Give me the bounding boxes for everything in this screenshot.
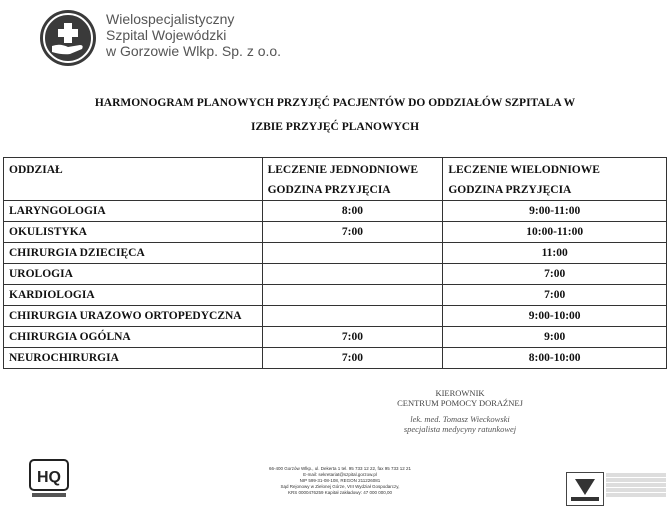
table-row bbox=[4, 243, 667, 264]
multi-day-time: 9:00-11:00 bbox=[443, 201, 667, 222]
footer-line: E-mail: sekretariat@szpital.gorzow.pl bbox=[303, 472, 377, 477]
stamp-line: KIEROWNIK bbox=[435, 388, 485, 398]
multi-day-time: 7:00 bbox=[443, 264, 667, 285]
header-multi-day: LECZENIE WIELODNIOWE GODZINA PRZYJĘCIA bbox=[443, 158, 667, 201]
department-cell: UROLOGIA bbox=[4, 264, 263, 285]
table-row bbox=[4, 348, 667, 369]
stamp-line: lek. med. Tomasz Wieckowski bbox=[410, 414, 510, 424]
tuv-certification-icon bbox=[566, 472, 604, 506]
footer-address bbox=[240, 466, 440, 496]
header-department: ODDZIAŁ bbox=[4, 158, 263, 201]
multi-day-time: 10:00-11:00 bbox=[443, 222, 667, 243]
table-header-row bbox=[4, 158, 667, 201]
one-day-time: 7:00 bbox=[262, 222, 443, 243]
stamp-line: CENTRUM POMOCY DORAŹNEJ bbox=[397, 398, 523, 408]
footer-line: 66-400 Gorzów Wlkp., ul. Dekerta 1 tel. 95 733 12 22, fax 95 733 12 21 bbox=[268, 466, 412, 471]
department-cell: CHIRURGIA URAZOWO ORTOPEDYCZNA bbox=[4, 306, 263, 327]
header-one-day: LECZENIE JEDNODNIOWE GODZINA PRZYJĘCIA bbox=[262, 158, 443, 201]
footer-line: KRS 0000476259 Kapitał zakładowy: 47 000 000,00 bbox=[287, 490, 393, 495]
table-row bbox=[4, 264, 667, 285]
multi-day-time: 8:00-10:00 bbox=[443, 348, 667, 369]
table-row bbox=[4, 285, 667, 306]
multi-day-time: 9:00-10:00 bbox=[443, 306, 667, 327]
signature-stamp bbox=[380, 388, 540, 434]
one-day-time bbox=[262, 243, 443, 264]
org-line: w Gorzowie Wlkp. Sp. z o.o. bbox=[106, 43, 282, 59]
footer-line: NIP 599-31-08-108, REGON 211226081 bbox=[299, 478, 381, 483]
svg-text:HQ: HQ bbox=[37, 469, 61, 486]
one-day-time bbox=[262, 264, 443, 285]
document-subtitle: IZBIE PRZYJĘĆ PLANOWYCH bbox=[250, 121, 420, 133]
table-row bbox=[4, 201, 667, 222]
admission-schedule-table bbox=[3, 157, 667, 369]
org-line: Szpital Wojewódzki bbox=[106, 27, 227, 43]
department-cell: LARYNGOLOGIA bbox=[4, 201, 263, 222]
org-line: Wielospecjalistyczny bbox=[106, 11, 235, 27]
multi-day-time: 7:00 bbox=[443, 285, 667, 306]
one-day-time: 8:00 bbox=[262, 201, 443, 222]
department-cell: CHIRURGIA OGÓLNA bbox=[4, 327, 263, 348]
certification-text-block bbox=[606, 472, 666, 498]
multi-day-time: 11:00 bbox=[443, 243, 667, 264]
one-day-time: 7:00 bbox=[262, 348, 443, 369]
one-day-time bbox=[262, 306, 443, 327]
hospital-logo bbox=[40, 10, 96, 66]
department-cell: OKULISTYKA bbox=[4, 222, 263, 243]
one-day-time bbox=[262, 285, 443, 306]
table-row bbox=[4, 306, 667, 327]
one-day-time: 7:00 bbox=[262, 327, 443, 348]
department-cell: KARDIOLOGIA bbox=[4, 285, 263, 306]
table-row bbox=[4, 222, 667, 243]
multi-day-time: 9:00 bbox=[443, 327, 667, 348]
organization-name bbox=[106, 11, 281, 59]
department-cell: CHIRURGIA DZIECIĘCA bbox=[4, 243, 263, 264]
table-row bbox=[4, 327, 667, 348]
department-cell: NEUROCHIRURGIA bbox=[4, 348, 263, 369]
footer-line: Sąd Rejonowy w Zielonej Górze, VIII Wydział Gospodarczy, bbox=[280, 484, 400, 489]
quality-certificate-logo bbox=[28, 458, 70, 500]
document-title: HARMONOGRAM PLANOWYCH PRZYJĘĆ PACJENTÓW DO ODDZIAŁÓW SZPITALA W bbox=[94, 97, 576, 109]
stamp-line: specjalista medycyny ratunkowej bbox=[403, 424, 517, 434]
hand-cross-icon bbox=[40, 10, 96, 66]
